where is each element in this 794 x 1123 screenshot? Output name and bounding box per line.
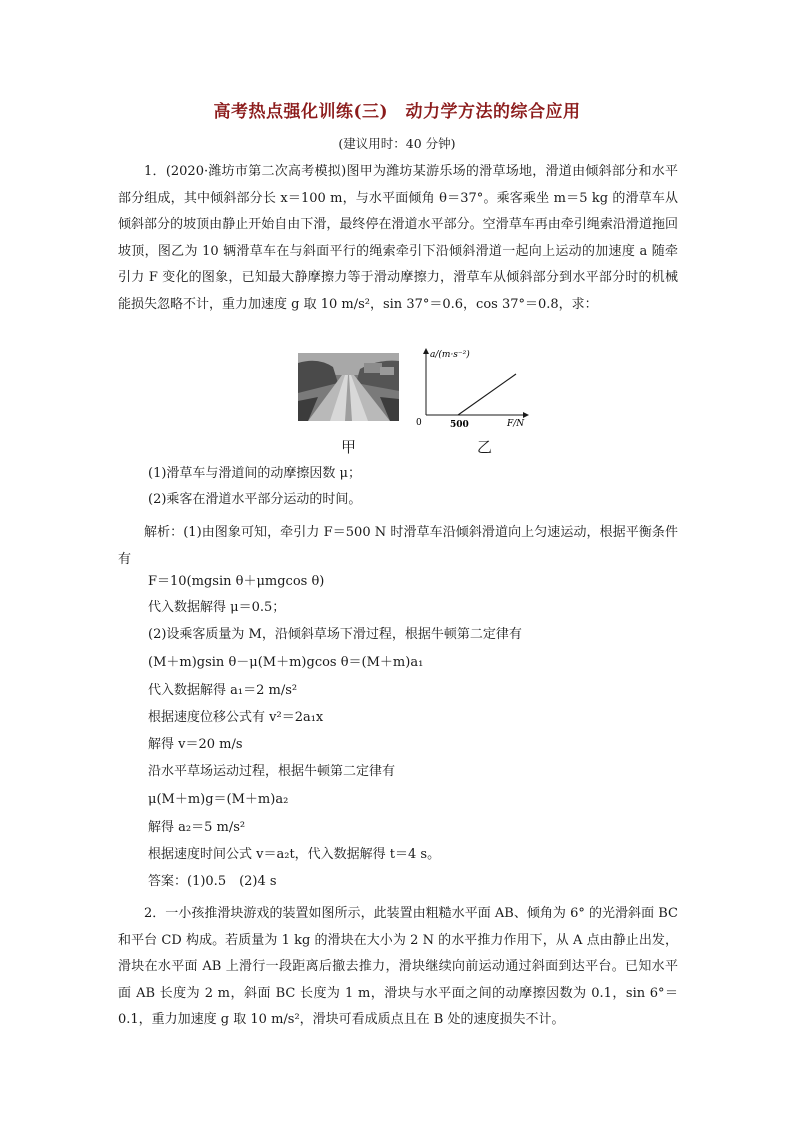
solution-line: 沿水平草场运动过程，根据牛顿第二定律有 — [148, 764, 396, 779]
solution-line: 根据速度位移公式有 v²＝2a₁x — [148, 710, 324, 725]
solution-line: F＝10(mgsin θ＋μmgcos θ) — [148, 574, 325, 589]
solution-line: 解得 v＝20 m/s — [148, 737, 243, 752]
solution-line: 代入数据解得 a₁＝2 m/s² — [148, 683, 298, 698]
question-2-text: 2．一小孩推滑块游戏的装置如图所示，此装置由粗糙水平面 AB、倾角为 6° 的光滑斜面 BC 和平台 CD 构成。若质量为 1 kg 的滑块在大小为 2 N 的水平推力作用下，从 A 点由静止出发，滑块在水平面 AB 上滑行一段距离后撤去推力，滑块继续向前运动通过斜面到达平台。已知水平面 AB 长度为 2 m，斜面 BC 长度为 1 m，滑块与水平面之间的动摩擦因数为 0.1，sin 6°＝0.1，重力加速度 g 取 10 m/s²，滑块可看成质点且在 B 处的速度损失不计。 — [118, 906, 678, 1027]
solution-intro: 解析：(1)由图象可知，牵引力 F＝500 N 时滑草车沿倾斜滑道向上匀速运动，根据平衡条件有 — [118, 525, 678, 567]
solution-line: (M＋m)gsin θ－μ(M＋m)gcos θ＝(M＋m)a₁ — [148, 655, 424, 670]
a-f-line — [458, 374, 516, 415]
solution-line: μ(M＋m)g＝(M＋m)a₂ — [148, 792, 289, 807]
sub-question-2: (2)乘客在滑道水平部分运动的时间。 — [148, 492, 362, 507]
y-axis-label: a/(m·s⁻²) — [430, 350, 470, 360]
x-axis-label: F/N — [507, 419, 525, 429]
solution-line: 代入数据解得 μ＝0.5； — [148, 600, 286, 615]
figure-caption-yi: 乙 — [477, 438, 493, 456]
solution-line: 根据速度时间公式 v＝a₂t，代入数据解得 t＝4 s。 — [148, 847, 441, 862]
origin-label: 0 — [416, 418, 422, 428]
solution-line: (2)设乘客质量为 M，沿倾斜草场下滑过程，根据牛顿第二定律有 — [148, 627, 522, 642]
time-suggestion: (建议用时：40 分钟) — [338, 136, 456, 151]
grass-slide-photo — [298, 353, 399, 421]
a-f-graph — [412, 343, 537, 433]
sub-question-1: (1)滑草车与滑道间的动摩擦因数 μ； — [148, 466, 361, 481]
x-tick-500: 500 — [450, 420, 469, 430]
answer-line: 答案：(1)0.5 (2)4 s — [148, 874, 277, 889]
grass-slide-illustration — [298, 353, 399, 421]
page-title: 高考热点强化训练(三) 动力学方法的综合应用 — [213, 102, 581, 122]
figure-caption-jia: 甲 — [341, 438, 357, 456]
solution-line: 解得 a₂＝5 m/s² — [148, 820, 246, 835]
question-1-text: 1．(2020·潍坊市第二次高考模拟)图甲为潍坊某游乐场的滑草场地，滑道由倾斜部分和水平部分组成，其中倾斜部分长 x＝100 m，与水平面倾角 θ＝37°。乘客乘坐 m＝5 kg 的滑草车从倾斜部分的坡顶由静止开始自由下滑，最终停在滑道水平部分。空滑草车再由牵引绳索沿滑道拖回坡顶，图乙为 10 辆滑草车在与斜面平行的绳索牵引下沿倾斜滑道一起向上运动的加速度 a 随牵引力 F 变化的图象，已知最大静摩擦力等于滑动摩擦力，滑草车从倾斜部分到水平部分时的机械能损失忽略不计，重力加速度 g 取 10 m/s²，sin 37°＝0.6，cos 37°＝0.8，求： — [118, 164, 678, 312]
